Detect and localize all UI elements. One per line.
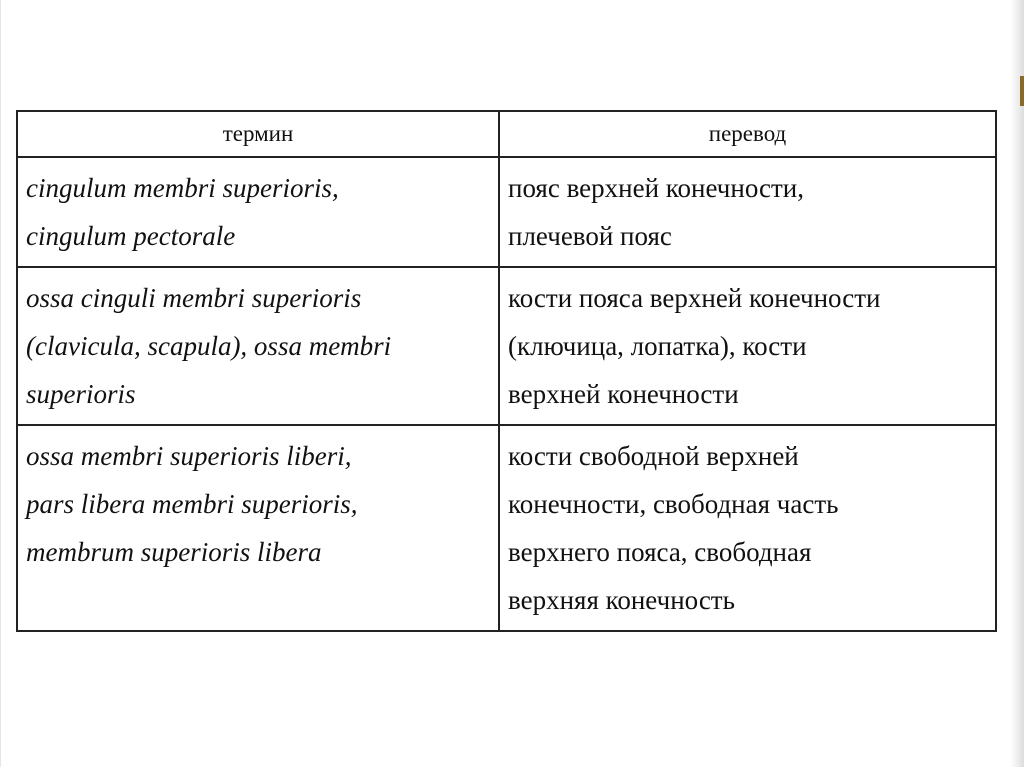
term-line: (clavicula, scapula), ossa membri	[26, 331, 392, 361]
translation-line: конечности, свободная часть	[508, 489, 839, 519]
table-header-row	[17, 111, 996, 157]
term-cell	[17, 157, 499, 267]
header-term: термин	[17, 111, 499, 157]
terms-table	[16, 110, 997, 632]
translation-line: плечевой пояс	[508, 221, 672, 251]
translation-line: верхней конечности	[508, 379, 739, 409]
translation-line: верхняя конечность	[508, 585, 735, 615]
term-line: membrum superioris libera	[26, 537, 322, 567]
term-line: cingulum pectorale	[26, 221, 236, 251]
page-edge-shadow	[1010, 0, 1024, 767]
table-row	[17, 267, 996, 425]
term-cell	[17, 425, 499, 631]
translation-cell	[499, 267, 996, 425]
term-line: ossa membri superioris liberi,	[26, 441, 352, 471]
term-line: pars libera membri superioris,	[26, 489, 358, 519]
table-row	[17, 425, 996, 631]
translation-line: кости пояса верхней конечности	[508, 283, 881, 313]
term-cell	[17, 267, 499, 425]
translation-line: верхнего пояса, свободная	[508, 537, 812, 567]
term-line: cingulum membri superioris,	[26, 173, 339, 203]
term-line: superioris	[26, 379, 136, 409]
page-edge-tab	[1020, 76, 1024, 106]
term-line: ossa cinguli membri superioris	[26, 283, 362, 313]
translation-line: (ключица, лопатка), кости	[508, 331, 807, 361]
header-translation: перевод	[499, 111, 996, 157]
translation-cell	[499, 425, 996, 631]
translation-line: пояс верхней конечности,	[508, 173, 804, 203]
table-row	[17, 157, 996, 267]
translation-cell	[499, 157, 996, 267]
translation-line: кости свободной верхней	[508, 441, 799, 471]
